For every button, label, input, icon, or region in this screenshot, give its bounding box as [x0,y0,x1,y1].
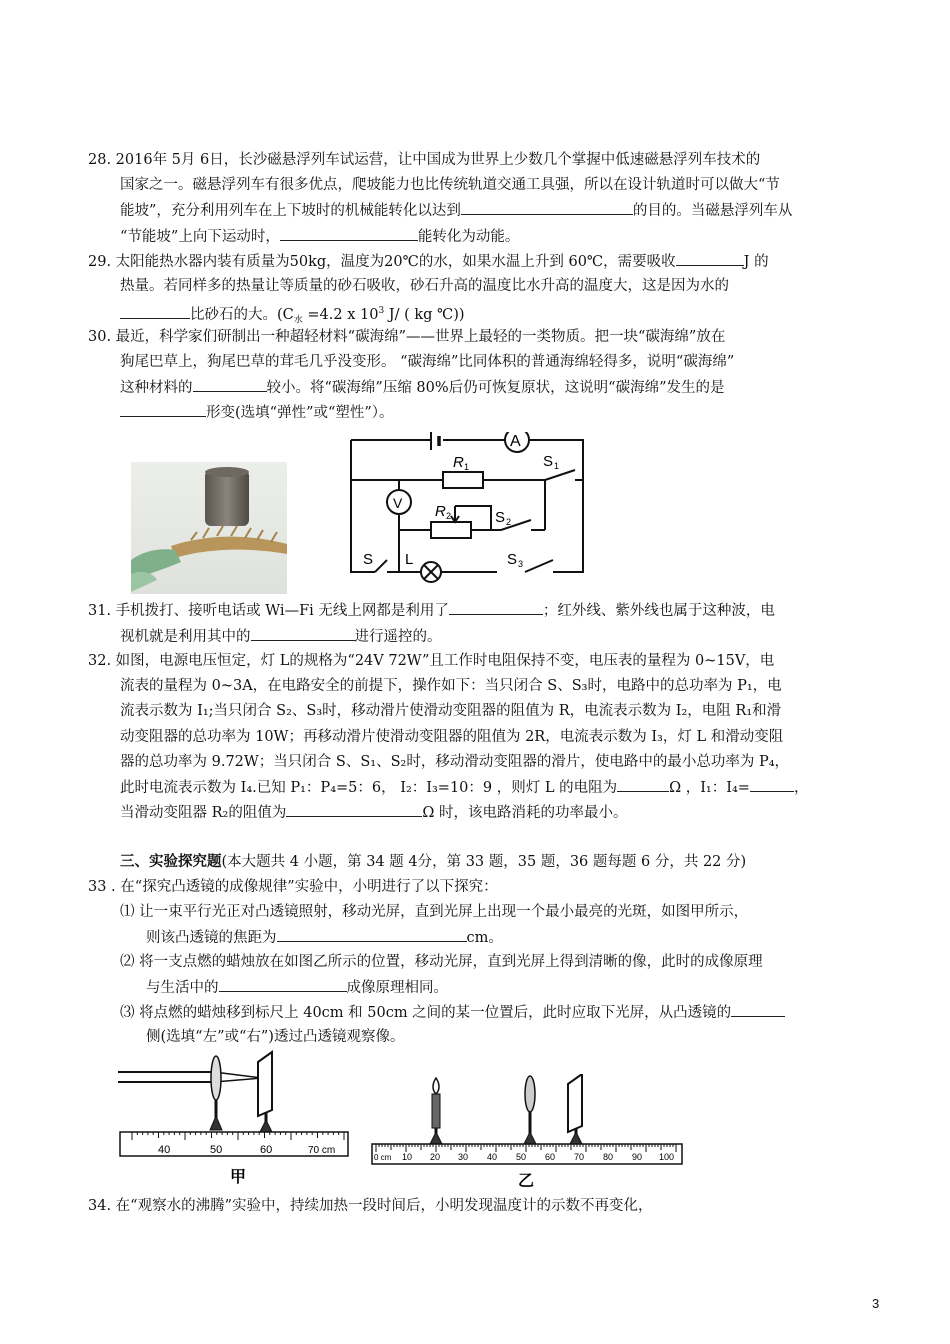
q30-line-4-text-b: 形变(选填“弹性”或“塑性”）。 [206,405,394,421]
q30-blank-1[interactable] [193,377,267,392]
q32-line-6-text-c: ， [793,780,809,796]
section-3-note: (本大题共 4 小题，第 34 题 4分，第 33 题，35 题，36 题每题 6 分，共 22 分) [221,854,747,870]
q28-blank-1[interactable] [461,200,633,215]
q30-line-3-text-a: 这种材料的 [120,380,193,396]
q28-line-4-text-b: 能转化为动能。 [417,229,520,245]
q32-line-7-text-b: Ω 时，该电路消耗的功率最小。 [422,805,628,821]
yi-tick-40: 40 [487,1152,498,1162]
q33-line-1: 33 . 在“探究凸透镜的成像规律”实验中，小明进行了以下探究： [88,879,498,895]
yi-tick-60: 60 [545,1152,556,1162]
yi-tick-10: 10 [402,1152,413,1162]
jia-tick-40: 40 [158,1144,171,1156]
q30-blank-2[interactable] [120,402,206,417]
q30-line-3 [120,377,725,398]
section-3-heading [120,852,746,872]
q29-line-3-text-b: =4.2 x 10 [302,306,379,323]
q29-line-1-text-b: J 的 [743,254,769,270]
q32-line-4: 动变阻器的总功率为 10W；再移动滑片使滑动变阻器的阻值为 2R，电流表示数为 I₃，灯 L 和滑动变阻 [120,729,784,745]
lamp-label: L [405,551,414,568]
q28-line-4-text-a: “节能坡”上向下运动时， [120,229,280,245]
q32-blank-2[interactable] [750,777,794,792]
yi-tick-30: 30 [458,1152,469,1162]
q28-line-4 [120,226,519,247]
q30-line-4 [120,402,394,423]
q33-part-3-line-2: 侧(选填“左”或“右”)透过凸透镜观察像。 [146,1029,405,1045]
carbon-sponge-photo [131,462,287,594]
q29-line-3-text-a: 比砂石的大。(C [190,306,294,323]
q29-line-1 [88,251,769,272]
ammeter-label: A [510,433,521,450]
q33-part-1-text-b: cm。 [466,930,503,946]
r2-label: R [435,503,446,520]
q28-line-2: 国家之一。磁悬浮列车有很多优点，爬坡能力也比传统轨道交通工具强，所以在设计轨道时可以做大“节 [120,177,780,193]
q29-line-2: 热量。若同样多的热量让等质量的砂石吸收，砂石升高的温度比水升高的温度大，这是因为水的 [120,278,729,294]
jia-tick-50: 50 [210,1144,223,1156]
yi-tick-90: 90 [632,1152,643,1162]
figure-jia-focal-length [118,1050,354,1190]
q31-blank-2[interactable] [251,626,355,641]
q33-part-1-line-1: ⑴ 让一束平行光正对凸透镜照射，移动光屏，直到光屏上出现一个最小最亮的光斑，如图甲所示， [120,904,749,920]
s-label: S [363,551,374,568]
q32-line-7 [120,802,627,823]
q33-part-1-text-a: 则该凸透镜的焦距为 [146,930,277,946]
q28-line-3 [120,200,792,221]
figure-yi-label: 乙 [518,1173,535,1190]
page-number: 3 [872,1296,880,1311]
yi-tick-80: 80 [603,1152,614,1162]
q29-line-3-text-c: J/ ( kg ℃)) [384,306,465,323]
yi-tick-50: 50 [516,1152,527,1162]
q31-line-2-text-a: 视机就是利用其中的 [120,629,251,645]
q32-blank-1[interactable] [617,777,669,792]
q30-line-3-text-b: 较小。将“碳海绵”压缩 80%后仍可恢复原状，这说明“碳海绵”发生的是 [266,380,725,396]
q31-line-2 [120,626,442,647]
r2-subscript: 2 [446,511,452,521]
s3-label: S [507,551,518,568]
q28-line-1: 28. 2016年 5月 6日，长沙磁悬浮列车试运营，让中国成为世界上少数几个掌握中低速磁悬浮列车技术的 [88,152,761,168]
section-3-title: 三、实验探究题 [120,853,222,870]
q32-line-6-text-b: Ω ，I₁：I₄= [669,780,750,796]
r1-label: R [453,454,464,471]
s1-label: S [543,453,554,470]
q34-line-1: 34. 在“观察水的沸腾”实验中，持续加热一段时间后，小明发现温度计的示数不再变化， [88,1198,653,1214]
q28-line-3-text-a: 能坡”，充分利用列车在上下坡时的机械能转化以达到 [120,203,461,219]
s2-label: S [495,509,506,526]
q33-part-1-line-2 [146,927,503,948]
q32-blank-3[interactable] [286,802,422,817]
q30-line-1: 30. 最近，科学家们研制出一种超轻材料“碳海绵”——世界上最轻的一类物质。把一块“碳海绵”放在 [88,329,726,345]
q32-line-5: 器的总功率为 9.72W；当只闭合 S、S₁、S₂时，移动滑动变阻器的滑片，使电路中的最小总功率为 P₄， [120,754,790,770]
jia-tick-60: 60 [260,1144,273,1156]
q33-blank-2[interactable] [219,977,347,992]
q33-part-2-line-1: ⑵ 将一支点燃的蜡烛放在如图乙所示的位置，移动光屏，直到光屏上得到清晰的像，此时的成像原理 [120,954,763,970]
q32-line-1: 32. 如图，电源电压恒定，灯 L的规格为“24V 72W”且工作时电阻保持不变，电压表的量程为 0~15V，电 [88,653,775,669]
yi-tick-70: 70 [574,1152,585,1162]
q33-part-2-line-2 [146,977,448,998]
q29-water-subscript: 水 [293,315,303,326]
yi-tick-20: 20 [430,1152,441,1162]
q32-line-3: 流表示数为 I₁;当只闭合 S₂、S₃时，移动滑片使滑动变阻器的阻值为 R，电流表示数为 I₂，电阻 R₁和滑 [120,703,782,719]
yi-tick-0: 0 cm [374,1153,392,1162]
q33-blank-1[interactable] [277,927,467,942]
figure-yi-candle-setup [370,1074,686,1190]
figure-jia-label: 甲 [230,1169,247,1186]
q29-exponent: 3 [378,306,385,316]
yi-tick-100: 100 [659,1152,675,1162]
s1-subscript: 1 [554,461,560,471]
r1-subscript: 1 [464,462,470,472]
q28-line-3-text-b: 的目的。当磁悬浮列车从 [632,203,793,219]
q29-blank-1[interactable] [676,251,744,266]
q33-part-3-line-1 [120,1002,785,1023]
q28-blank-2[interactable] [280,226,418,241]
q33-part-2-text-a: 与生活中的 [146,980,219,996]
s3-subscript: 3 [518,559,524,569]
q32-line-7-text-a: 当滑动变阻器 R₂的阻值为 [120,805,287,821]
q32-line-2: 流表的量程为 0~3A，在电路安全的前提下，操作如下：当只闭合 S、S₃时，电路中的总功率为 P₁，电 [120,678,782,694]
q29-blank-2[interactable] [120,304,190,319]
s2-subscript: 2 [506,517,512,527]
q33-part-3-text-a: ⑶ 将点燃的蜡烛移到标尺上 40cm 和 50cm 之间的某一位置后，此时应取下光屏，从凸透镜的 [120,1005,732,1021]
q29-line-1-text-a: 29. 太阳能热水器内装有质量为50kg，温度为20℃的水，如果水温上升到 60℃，需要吸收 [88,254,676,270]
q31-line-1 [88,600,775,621]
q32-line-6 [120,777,808,798]
q33-blank-3[interactable] [731,1002,785,1017]
circuit-diagram [347,432,587,584]
q31-blank-1[interactable] [449,600,543,615]
q31-line-2-text-b: 进行遥控的。 [354,629,442,645]
q30-line-2: 狗尾巴草上，狗尾巴草的茸毛几乎没变形。 “碳海绵”比同体积的普通海绵轻得多，说明“碳海绵” [120,354,735,370]
q31-line-1-text-b: ；红外线、紫外线也属于这种波，电 [542,603,775,619]
q31-line-1-text-a: 31. 手机拨打、接听电话或 Wi—Fi 无线上网都是利用了 [88,603,449,619]
q32-line-6-text-a: 此时电流表示数为 I₄.已知 P₁：P₄=5：6， I₂：I₃=10：9 ，则灯 L 的电阻为 [120,780,618,796]
voltmeter-label: V [393,495,403,511]
q33-part-2-text-b: 成像原理相同。 [346,980,448,996]
jia-tick-70: 70 cm [308,1145,336,1156]
